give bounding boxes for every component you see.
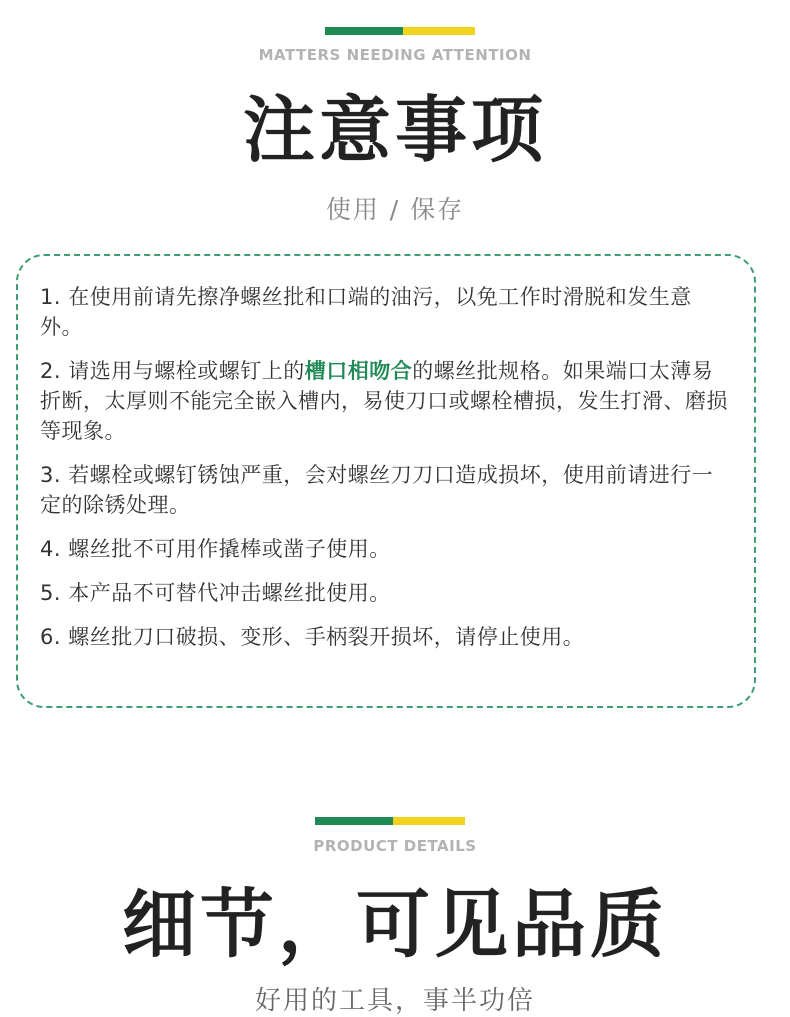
accent-bar-yellow — [403, 27, 475, 35]
notice-item-2 — [40, 356, 734, 446]
notice-item-1: 1. 在使用前请先擦净螺丝批和口端的油污，以免工作时滑脱和发生意外。 — [40, 285, 692, 339]
notice-item-6: 6. 螺丝批刀口破损、变形、手柄裂开损坏，请停止使用。 — [40, 625, 585, 649]
section-subtitle-details: 好用的工具，事半功倍 — [254, 986, 535, 1016]
section-title-details: 细节，可见品质 — [122, 882, 668, 968]
notice-item-4: 4. 螺丝批不可用作撬棒或凿子使用。 — [40, 537, 391, 561]
accent-bar-top — [325, 27, 475, 35]
accent-bar-green — [325, 27, 403, 35]
section-eyebrow-details: PRODUCT DETAILS — [313, 837, 477, 855]
accent-bar-yellow — [393, 817, 465, 825]
notice-item-2-before: 2. 请选用与螺栓或螺钉上的 — [40, 359, 305, 383]
section-subtitle-attention: 使用 / 保存 — [325, 195, 465, 224]
notice-box — [16, 254, 756, 708]
notice-item-5: 5. 本产品不可替代冲击螺丝批使用。 — [40, 581, 391, 605]
accent-bar-green — [315, 817, 393, 825]
accent-bar-bottom — [315, 817, 465, 825]
section-title-attention: 注意事项 — [242, 88, 547, 172]
section-eyebrow-attention: MATTERS NEEDING ATTENTION — [258, 46, 532, 64]
notice-item-3: 3. 若螺栓或螺钉锈蚀严重，会对螺丝刀刀口造成损坏，使用前请进行一定的除锈处理。 — [40, 463, 714, 517]
notice-item-2-after: 的螺丝批规格。如果端口太薄易折断，太厚则不能完全嵌入槽内，易使刀口或螺栓槽损，发生打滑、磨损等现象。 — [40, 359, 728, 443]
notice-item-2-highlight: 槽口相吻合 — [304, 359, 413, 383]
